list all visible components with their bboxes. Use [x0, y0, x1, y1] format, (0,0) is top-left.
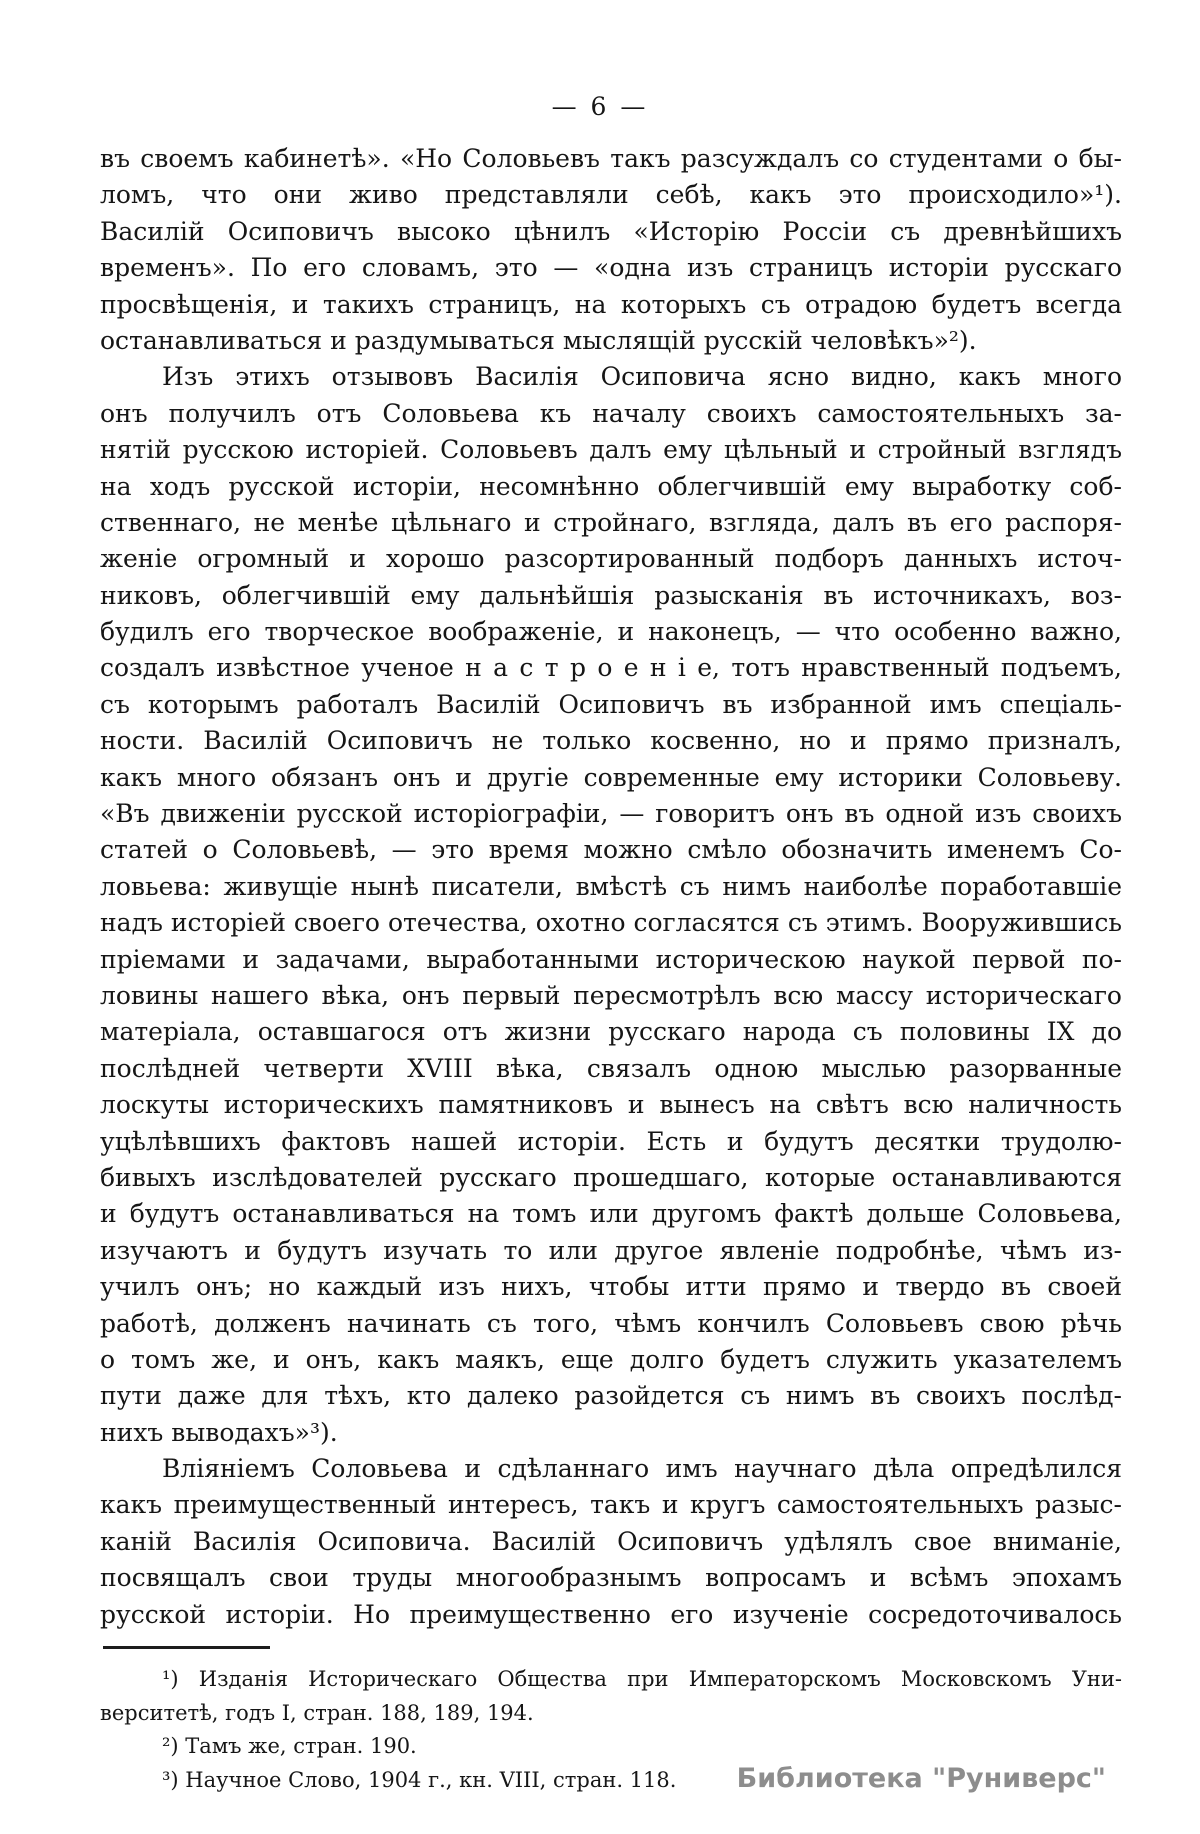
- text-line: изучаютъ и будутъ изучать то или другое явленіе подробнѣе, чѣмъ из-: [100, 1235, 1122, 1265]
- text-line: просвѣщенія, и такихъ страницъ, на которыхъ съ отрадою будетъ всегда: [100, 289, 1122, 319]
- text-line: «Въ движеніи русской исторіографіи, — говоритъ онъ въ одной изъ своихъ: [100, 799, 1122, 829]
- text-line: какъ преимущественный интересъ, такъ и кругъ самостоятельныхъ разыс-: [100, 1490, 1122, 1520]
- text-line: русской исторіи. Но преимущественно его изученіе сосредоточивалось: [100, 1599, 1122, 1629]
- text-line: уцѣлѣвшихъ фактовъ нашей исторіи. Есть и будутъ десятки трудолю-: [100, 1126, 1122, 1156]
- text-line: училъ онъ; но каждый изъ нихъ, чтобы итти прямо и твердо въ своей: [100, 1272, 1122, 1302]
- text-line: ловьева: живущіе нынѣ писатели, вмѣстѣ съ нимъ наиболѣе поработавшіе: [100, 871, 1122, 901]
- text-line: временъ». По его словамъ, это — «одна изъ страницъ исторіи русскаго: [100, 253, 1122, 283]
- text-line: ловины нашего вѣка, онъ первый пересмотрѣлъ всю массу историческаго: [100, 980, 1122, 1010]
- text-line: съ которымъ работалъ Василій Осиповичъ въ избранной имъ спеціаль-: [100, 689, 1122, 719]
- footnote-separator: [103, 1646, 270, 1649]
- footnote-line: верситетѣ, годъ I, стран. 188, 189, 194.: [100, 1700, 534, 1725]
- text-line: въ своемъ кабинетѣ». «Но Соловьевъ такъ разсуждалъ со студентами о бы-: [100, 144, 1122, 173]
- text-line: бивыхъ изслѣдователей русскаго прошедшаго, которые останавливаются: [100, 1162, 1122, 1192]
- text-line: женіе огромный и хорошо разсортированный подборъ данныхъ источ-: [100, 544, 1122, 574]
- text-line: на ходъ русской исторіи, несомнѣнно облегчившій ему выработку соб-: [100, 471, 1122, 501]
- text-line: будилъ его творческое воображеніе, и наконецъ, — что особенно важно,: [100, 617, 1122, 647]
- text-line: создалъ извѣстное ученое н а с т р о е н і е, тотъ нравственный подъемъ,: [100, 653, 1122, 683]
- watermark: Библиотека "Руниверс": [736, 1763, 1106, 1794]
- text-line: лоскуты историческихъ памятниковъ и вынесъ на свѣтъ всю наличность: [100, 1090, 1122, 1120]
- text-line: ломъ, что они живо представляли себѣ, какъ это происходило»¹).: [100, 180, 1122, 210]
- text-line: онъ получилъ отъ Соловьева къ началу своихъ самостоятельныхъ за-: [100, 398, 1122, 428]
- text-line: пути даже для тѣхъ, кто далеко разойдется съ нимъ въ своихъ послѣд-: [100, 1381, 1122, 1411]
- text-line: ственнаго, не менѣе цѣльнаго и стройнаго, взгляда, далъ въ его распоря-: [100, 507, 1122, 537]
- text-line: Изъ этихъ отзывовъ Василія Осиповича ясно видно, какъ много: [162, 362, 1122, 392]
- text-line: нятій русскою исторіей. Соловьевъ далъ ему цѣльный и стройный взглядъ: [100, 435, 1122, 465]
- page-number: — 6 —: [551, 92, 649, 121]
- text-line: статей о Соловьевѣ, — это время можно смѣло обозначить именемъ Со-: [100, 835, 1122, 865]
- text-line: Вліяніемъ Соловьева и сдѣланнаго имъ научнаго дѣла опредѣлился: [162, 1454, 1122, 1484]
- footnote-line: ³) Научное Слово, 1904 г., кн. VIII, стран. 118.: [162, 1767, 677, 1792]
- text-line: и будутъ останавливаться на томъ или другомъ фактѣ дольше Соловьева,: [100, 1199, 1122, 1229]
- text-line: надъ исторіей своего отечества, охотно согласятся съ этимъ. Вооружившись: [100, 908, 1122, 938]
- text-line: Василій Осиповичъ высоко цѣнилъ «Исторію Россіи съ древнѣйшихъ: [100, 216, 1122, 246]
- text-line: какъ много обязанъ онъ и другіе современные ему историки Соловьеву.: [100, 762, 1122, 792]
- text-line: о томъ же, и онъ, какъ маякъ, еще долго будетъ служить указателемъ: [100, 1344, 1122, 1374]
- footnote-line: ²) Тамъ же, стран. 190.: [162, 1734, 417, 1758]
- text-line: никовъ, облегчившій ему дальнѣйшія разысканія въ источникахъ, воз-: [100, 580, 1122, 610]
- text-line: посвящалъ свои труды многообразнымъ вопросамъ и всѣмъ эпохамъ: [100, 1563, 1122, 1593]
- text-line: матеріала, оставшагося отъ жизни русскаго народа съ половины IX до: [100, 1017, 1122, 1047]
- text-line: ности. Василій Осиповичъ не только косвенно, но и прямо призналъ,: [100, 726, 1122, 756]
- text-line: пріемами и задачами, выработанными историческою наукой первой по-: [100, 944, 1122, 974]
- footnote-line: ¹) Изданія Историческаго Общества при Императорскомъ Московскомъ Уни-: [162, 1667, 1122, 1691]
- text-line: останавливаться и раздумываться мыслящій русскій человѣкъ»²).: [100, 325, 977, 355]
- body-text: [100, 141, 1122, 1633]
- text-line: послѣдней четверти XVIII вѣка, связалъ одною мыслью разорванные: [100, 1053, 1122, 1083]
- text-line: каній Василія Осиповича. Василій Осиповичъ удѣлялъ свое вниманіе,: [100, 1526, 1122, 1556]
- text-line: нихъ выводахъ»³).: [100, 1417, 338, 1447]
- text-line: работѣ, долженъ начинать съ того, чѣмъ кончилъ Соловьевъ свою рѣчь: [100, 1308, 1122, 1338]
